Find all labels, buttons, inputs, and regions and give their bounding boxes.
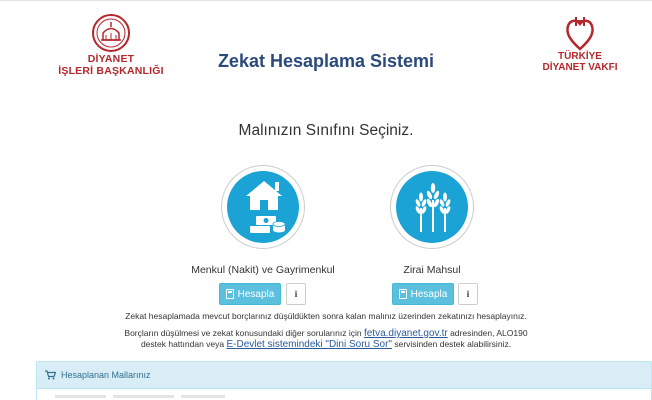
zirai-info-button[interactable]: i [458,283,478,305]
house-money-icon [222,166,306,250]
zirai-category-icon-button[interactable] [390,165,474,249]
debt-note: Zekat hesaplamada mevcut borçlarınız düşüldükten sonra kalan malınız üzerinden zekatınızı hesaplayınız. [125,311,527,321]
zirai-hesapla-label: Hesapla [410,288,448,300]
support-note-text-3: destek hattından veya [140,339,225,349]
edevlet-link[interactable]: E-Devlet sistemindeki "Dini Soru Sor" [226,339,392,350]
diyanet-name-line2: İŞLERİ BAŞKANLIĞI [58,65,164,77]
header [0,0,652,92]
support-note [0,328,652,350]
zirai-hesapla-button[interactable] [392,283,454,305]
menkul-category-icon-button[interactable] [221,165,305,249]
panel-content-placeholder [55,395,225,398]
section-title: Malınızın Sınıfını Seçiniz. [238,122,414,139]
wheat-icon [391,166,475,250]
calculated-assets-panel-body [36,389,652,400]
calculator-icon [226,289,234,299]
diyanet-name-line1: DİYANET [87,53,135,65]
zirai-label: Zirai Mahsul [403,264,461,276]
menkul-hesapla-button[interactable] [219,283,281,305]
fetva-link[interactable]: fetva.diyanet.gov.tr [363,328,448,339]
support-note-text-1: Borçların düşülmesi ve zekat konusundaki diğer sorularınız için [124,328,362,338]
support-note-text-2: adresinden, ALO190 [450,328,528,338]
tdv-name-line1: TÜRKİYE [558,51,602,62]
diyanet-emblem-icon [91,13,131,53]
tdv-name-line2: DİYANET VAKFI [542,62,618,73]
app-title: Zekat Hesaplama Sistemi [217,51,435,71]
panel-title: Hesaplanan Mallarınız [61,370,151,380]
support-note-text-4: servisinden destek alabilirsiniz. [394,339,512,349]
menkul-label: Menkul (Nakit) ve Gayrimenkul [191,264,335,276]
calculated-assets-panel-header[interactable] [36,361,652,389]
menkul-hesapla-label: Hesapla [237,288,275,300]
tdv-emblem-icon [563,13,597,51]
cart-icon [45,370,56,380]
menkul-info-button[interactable]: i [286,283,306,305]
calculator-icon [399,289,407,299]
diyanet-vakfi-logo[interactable] [530,13,630,73]
